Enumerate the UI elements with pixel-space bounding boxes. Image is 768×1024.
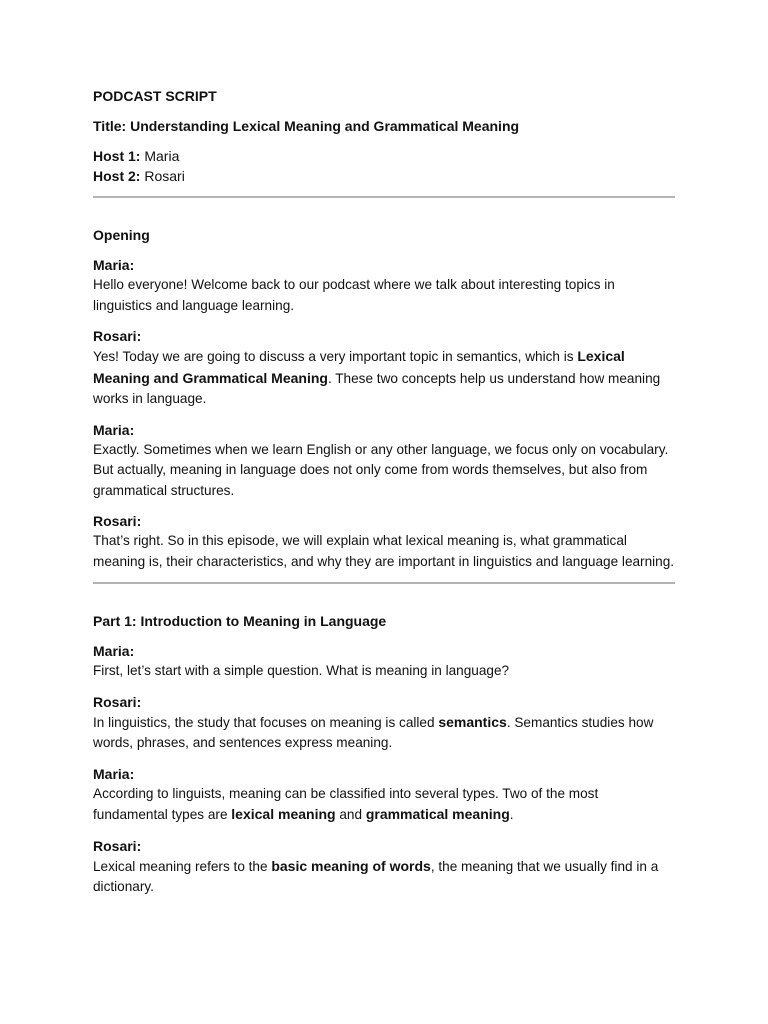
line-text: First, let’s start with a simple question. What is meaning in language? [93,663,510,678]
line-text: Lexical meaning refers to the [93,858,272,874]
line-text: According to linguists, meaning can be classified into several types. Two of the most fundamental types are [93,785,599,822]
speaker-name: Maria: [93,257,135,273]
section-divider [93,582,675,584]
speaker-name: Maria: [93,421,135,438]
line-text: . These two concepts help us understand how meaning works in language. [93,370,661,406]
speaker-line [93,531,675,572]
speaker-line [93,661,675,682]
emphasis-text: lexical meaning [231,806,336,822]
section-heading: Part 1: Introduction to Meaning in Language [93,613,387,629]
dialogue-turn [93,641,675,682]
section-heading: Opening [93,227,150,243]
speaker-line [93,712,675,754]
emphasis-text: semantics [438,713,507,730]
line-text: Yes! Today we are going to discuss a very important topic in semantics, which is [93,349,578,364]
part1-turns [93,641,675,898]
speaker-line [93,346,675,410]
speaker-name: Maria: [93,643,135,659]
opening-turns [93,255,675,572]
dialogue-turn [93,420,675,502]
speaker-name: Rosari: [93,693,142,710]
speaker-name: Rosari: [93,837,142,854]
line-text: and [335,807,366,822]
speaker-line [93,784,675,826]
line-text: . Semantics studies how words, phrases, and sentences express meaning. [93,714,654,750]
line-text: . [509,807,514,822]
speaker-name: Rosari: [93,328,142,344]
dialogue-turn [93,692,675,754]
line-text: Exactly. Sometimes when we learn English or any other language, we focus only on vocabulary. But actually, meaning in language does not only come from words themselves, but also from grammatical structures. [93,441,669,498]
emphasis-text: basic meaning of words [271,857,431,874]
speaker-name: Rosari: [93,513,142,529]
speaker-line [93,275,675,316]
document-label: PODCAST SCRIPT [93,88,217,104]
line-text: Hello everyone! Welcome back to our podcast where we talk about interesting topics in linguistics and language learning. [93,277,615,313]
host-line-2 [93,166,675,186]
dialogue-turn [93,764,675,826]
part1-section [93,611,675,898]
dialogue-turn [93,255,675,316]
opening-section [93,225,675,572]
speaker-line [93,856,675,898]
section-divider [93,196,675,198]
speaker-name: Maria: [93,765,135,782]
line-text: That’s right. So in this episode, we will explain what lexical meaning is, what grammatical meaning is, their characteristics, and why they are important in linguistics and language learning. [93,533,675,569]
line-text: In linguistics, the study that focuses on meaning is called [93,714,439,730]
host-line-1 [93,146,675,166]
dialogue-turn [93,836,675,898]
emphasis-text: Lexical Meaning and Grammatical Meaning [93,348,625,386]
dialogue-turn [93,511,675,572]
speaker-line [93,440,675,502]
document-title: Title: Understanding Lexical Meaning and Grammatical Meaning [93,118,520,134]
host-name: Maria [144,148,180,164]
host-name: Rosari [144,168,185,184]
dialogue-turn [93,326,675,410]
line-text: , the meaning that we usually find in a dictionary. [93,858,659,894]
host-role: Host 1: [93,148,141,164]
document-page [93,86,675,908]
host-role: Host 2: [93,168,141,184]
emphasis-text: grammatical meaning [365,806,510,822]
